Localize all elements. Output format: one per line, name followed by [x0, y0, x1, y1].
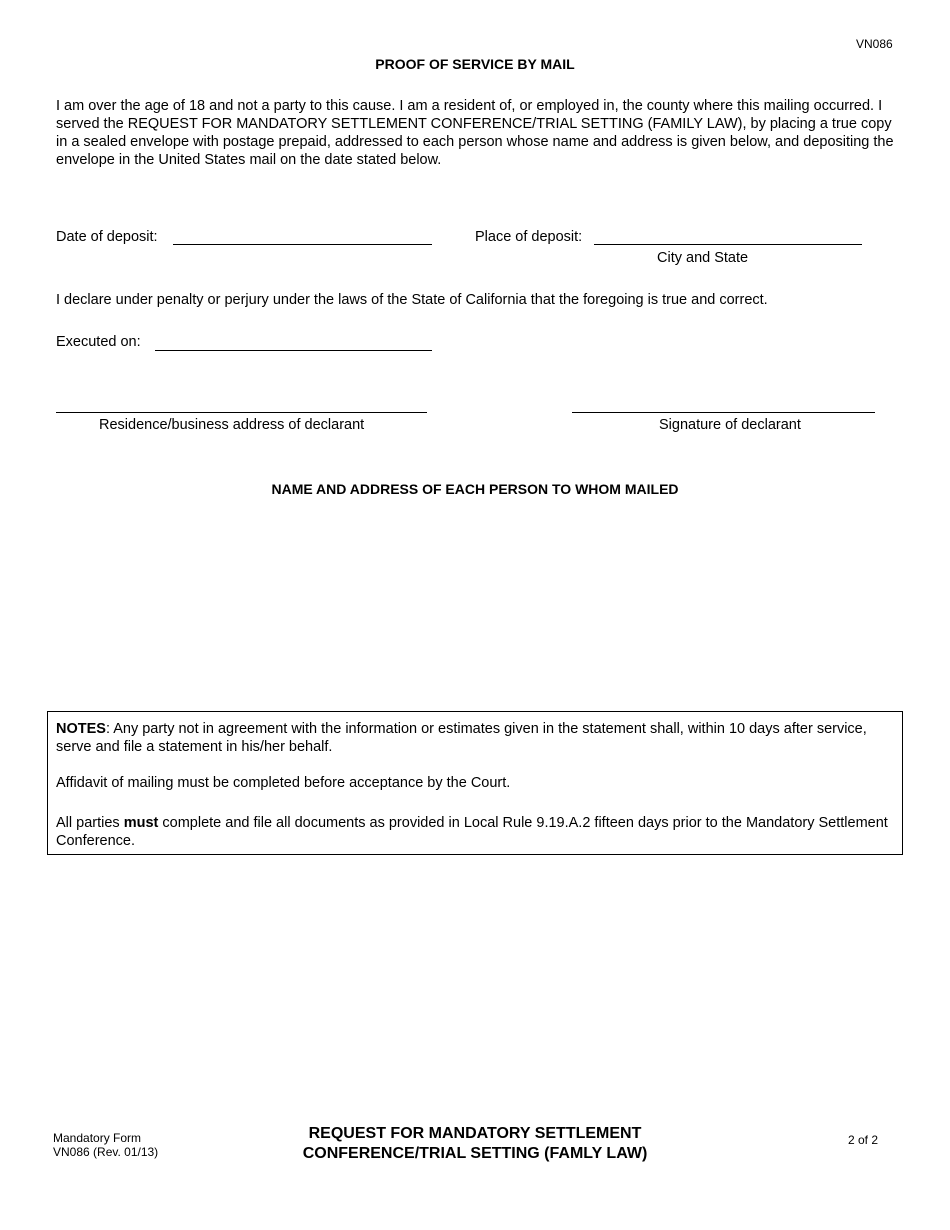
place-of-deposit-label: Place of deposit: — [475, 229, 583, 245]
penalty-statement: I declare under penalty or perjury under the laws of the State of California that the foregoing is true and correct. — [56, 292, 768, 308]
notes-text-3-pre: All parties — [56, 815, 124, 831]
form-id: VN086 — [856, 37, 893, 51]
footer-form-type: Mandatory Form — [53, 1131, 142, 1145]
date-of-deposit-field[interactable] — [173, 244, 432, 245]
notes-paragraph-1 — [56, 720, 894, 756]
footer-title-line-2: CONFERENCE/TRIAL SETTING (FAMLY LAW) — [302, 1145, 648, 1162]
declaration-paragraph: I am over the age of 18 and not a party to this cause. I am a resident of, or employed in, the county where this mailing occurred. I served the REQUEST FOR MANDATORY SETTLEMENT CONFERENCE/TRIAL SETTING (FAMILY LAW), by placing a true copy in a sealed envelope with postage prepaid, addressed to each person whose name and address is given below, and depositing the envelope in the United States mail on the date stated below. — [56, 98, 894, 168]
page-title: PROOF OF SERVICE BY MAIL — [375, 56, 575, 72]
footer-title — [0, 1124, 950, 1164]
signature-field[interactable] — [572, 412, 875, 413]
notes-paragraph-3 — [56, 814, 894, 850]
notes-box — [47, 711, 903, 855]
notes-label: NOTES — [56, 721, 106, 737]
page-number: 2 of 2 — [848, 1133, 879, 1147]
signature-caption: Signature of declarant — [659, 417, 801, 433]
executed-on-label: Executed on: — [56, 334, 141, 350]
notes-text-3-post: complete and file all documents as provided in Local Rule 9.19.A.2 fifteen days prior to the Mandatory Settlement Conference. — [56, 815, 888, 849]
date-of-deposit-label: Date of deposit: — [56, 229, 158, 245]
place-of-deposit-field[interactable] — [594, 244, 862, 245]
notes-paragraph-2: Affidavit of mailing must be completed before acceptance by the Court. — [56, 775, 511, 791]
footer-form-rev: VN086 (Rev. 01/13) — [53, 1145, 159, 1159]
executed-on-field[interactable] — [155, 350, 432, 351]
notes-text-1: : Any party not in agreement with the information or estimates given in the statement shall, within 10 days after service, serve and file a statement in his/her behalf. — [56, 721, 867, 755]
city-and-state-caption: City and State — [657, 250, 749, 266]
notes-text-3-bold: must — [123, 815, 159, 831]
residence-address-caption: Residence/business address of declarant — [99, 417, 365, 433]
residence-address-field[interactable] — [56, 412, 427, 413]
mailing-section-title: NAME AND ADDRESS OF EACH PERSON TO WHOM MAILED — [271, 481, 679, 497]
footer-title-line-1: REQUEST FOR MANDATORY SETTLEMENT — [308, 1125, 642, 1142]
